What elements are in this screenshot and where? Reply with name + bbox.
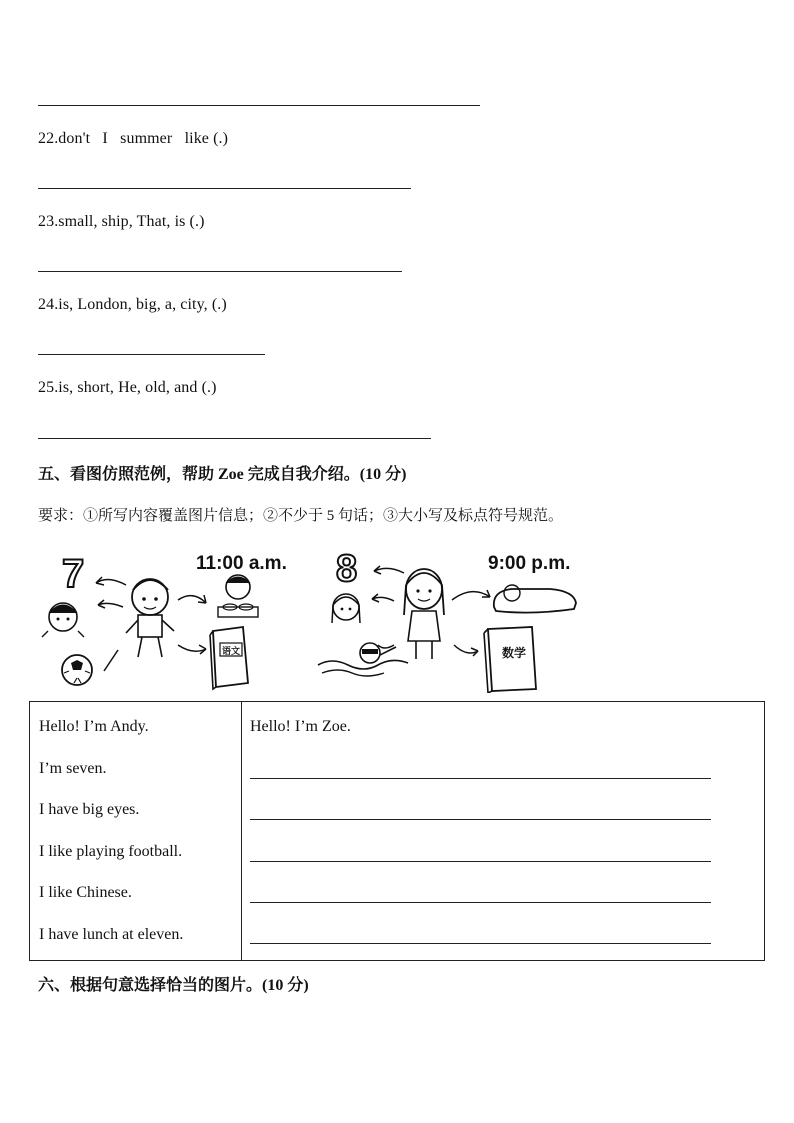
answer-line-23[interactable] bbox=[38, 271, 402, 272]
answer-line-25[interactable] bbox=[38, 438, 431, 439]
andy-illustration bbox=[38, 545, 298, 693]
andy-example-cell bbox=[30, 702, 242, 961]
andy-age: 7 bbox=[62, 552, 85, 596]
section6-title: 六、根据句意选择恰当的图片。(10 分) bbox=[38, 977, 309, 994]
zoe-age: 8 bbox=[336, 548, 358, 590]
zoe-answer-line[interactable] bbox=[250, 943, 711, 944]
section5-requirement: 要求：①所写内容覆盖图片信息；②不少于 5 句话；③大小写及标点符号规范。 bbox=[38, 508, 564, 524]
question-25: 25.is, short, He, old, and (.) bbox=[38, 379, 217, 396]
example-line: I like playing football. bbox=[39, 843, 183, 860]
question-22: 22.don't I summer like (.) bbox=[38, 130, 229, 147]
example-line: Hello! I’m Andy. bbox=[39, 718, 149, 735]
question-24: 24.is, London, big, a, city, (.) bbox=[38, 296, 227, 313]
zoe-answer-cell bbox=[242, 702, 765, 961]
section5-title: 五、看图仿照范例，帮助 Zoe 完成自我介绍。(10 分) bbox=[38, 466, 407, 483]
andy-time: 11:00 a.m. bbox=[196, 553, 287, 574]
zoe-answer-line[interactable] bbox=[250, 861, 711, 862]
zoe-answer-line[interactable] bbox=[250, 902, 711, 903]
answer-line-24[interactable] bbox=[38, 354, 265, 355]
zoe-book-label: 数学 bbox=[502, 646, 527, 660]
example-line: I’m seven. bbox=[39, 760, 107, 777]
zoe-illustration bbox=[312, 545, 592, 693]
zoe-answer-line[interactable] bbox=[250, 819, 711, 820]
example-line: I have big eyes. bbox=[39, 801, 140, 818]
intro-table bbox=[29, 701, 765, 961]
example-line: I like Chinese. bbox=[39, 884, 132, 901]
question-23: 23.small, ship, That, is (.) bbox=[38, 213, 205, 230]
zoe-answer-line[interactable] bbox=[250, 778, 711, 779]
answer-line-21[interactable] bbox=[38, 105, 480, 106]
zoe-intro-start: Hello! I’m Zoe. bbox=[250, 718, 351, 735]
example-line: I have lunch at eleven. bbox=[39, 926, 184, 943]
zoe-time: 9:00 p.m. bbox=[488, 553, 571, 574]
answer-line-22[interactable] bbox=[38, 188, 411, 189]
andy-book-label: 语文 bbox=[222, 647, 241, 657]
